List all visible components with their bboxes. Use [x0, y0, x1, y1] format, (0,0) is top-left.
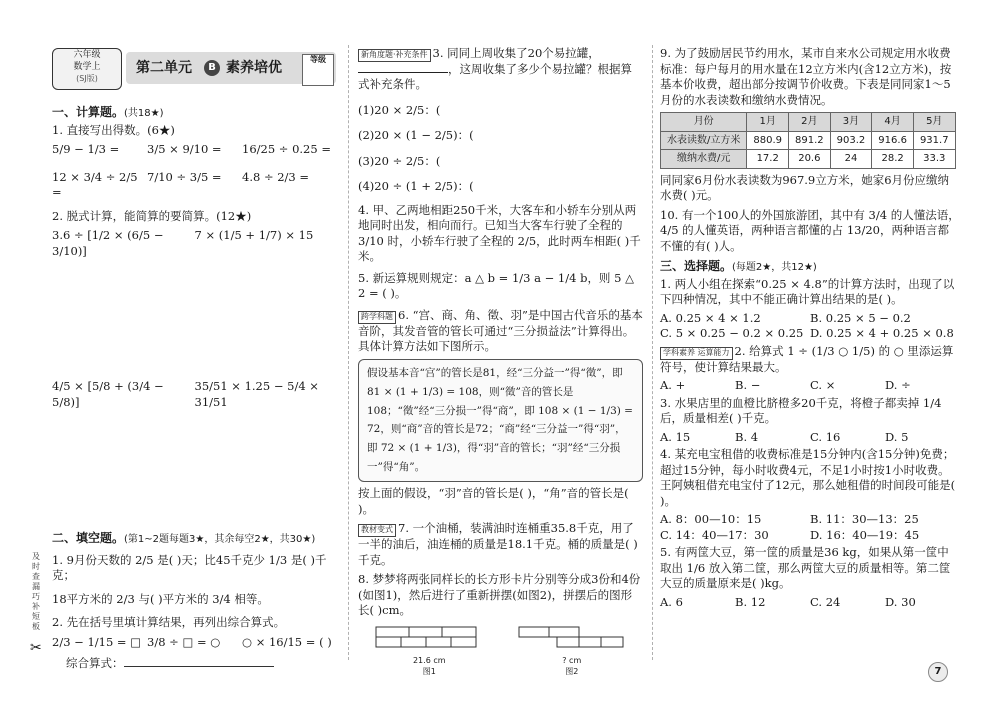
section-choice-note: (每题2★，共12★) — [732, 262, 817, 274]
figure-2-diagram — [517, 625, 627, 653]
q2-label: 2. 脱式计算，能简算的要简算。(12★) — [52, 208, 252, 223]
question-tag: 跨学科题 — [358, 311, 396, 324]
expr-row-2 — [52, 379, 337, 410]
calc-row-1 — [52, 142, 337, 158]
fill-q1-b: 18平方米的 2/3 与( )平方米的 3/4 相等。 — [52, 591, 269, 606]
expr-item: 4/5 × [5/8 + (3/4 − 5/8)] — [52, 379, 164, 409]
q1-label: 1. 直接写出得数。(6★) — [52, 122, 175, 137]
fill-q8-text: 8. 梦梦将两张同样长的长方形卡片分别等分成3份和4份(如图1)，然后进行了重新拼摆(如图2)，拼摆后的图形长( )cm。 — [358, 572, 641, 618]
column-middle — [358, 40, 643, 678]
table-header: 5月 — [913, 113, 955, 132]
expr-item: 7 × (1/5 + 1/7) × 15 — [194, 228, 314, 243]
option[interactable]: D. 5 — [885, 429, 909, 444]
table-cell: 880.9 — [747, 131, 789, 150]
fill-q6-text: 6. “宫、商、角、徵、羽”是中国古代音乐的基本音阶，其发音管的管长可通过“三分损益法”计算得出。具体计算方法如下图所示。 — [358, 307, 643, 354]
option[interactable]: C. 14：40—17：30 — [660, 527, 769, 542]
figure-2-length: ? cm — [562, 656, 582, 666]
choice-q1-text: 1. 两人小组在探索“0.25 × 4.8”的计算方法时，出现了以下四种情况，其中不能正确计算出结果的是( )。 — [660, 276, 955, 307]
section-fill-title: 二、填空题。 — [52, 531, 125, 546]
question-tag: 教材变式 — [358, 524, 396, 537]
fill-q3-item: (2)20 × (1 − 2/5)：( — [358, 128, 474, 143]
method-box: 假设基本音“宫”的管长是81，经“三分益一”得“徵”，即 81 × (1 + 1/3) = 108，则“徵”音的管长是108；“徵”经“三分损一”得“商”，即 108 × (1 − 1/3) = 72，则“商”音的管长是72；“商”经“三分益一”得“羽”，即 72 × (1 + 1/3)，得“羽”音的管长；“羽”经“三分损一”得“角”。 — [358, 359, 643, 482]
option[interactable]: D. ÷ — [885, 378, 911, 393]
fill-q9-text: 9. 为了鼓励居民节约用水，某市自来水公司规定用水收费标准：每户每月的用水量在12立方米内(含12立方米)，按基本价收费，超出部分按调节价收费。下表是同同家1～5月份的水表读数和缴纳水费情况。 — [660, 46, 952, 107]
section-calc-note: (共18★) — [124, 108, 164, 119]
option[interactable]: B. 0.25 × 5 − 0.2 — [810, 310, 911, 325]
table-cell: 33.3 — [913, 150, 955, 169]
column-left — [52, 40, 337, 675]
choice-q3-text: 3. 水果店里的血橙比脐橙多20千克，将橙子都卖掉 1/4 后，质量相差( )千克。 — [660, 395, 942, 426]
chain-item: ○ × 16/15 = ( ) — [242, 634, 332, 649]
fill-q3-text: 3. 同同上周收集了20个易拉罐， — [432, 46, 600, 60]
option[interactable]: D. 0.25 × 4 + 0.25 × 0.8 — [810, 326, 954, 341]
expr-row-1 — [52, 228, 337, 259]
section-fill-heading — [52, 530, 337, 547]
option[interactable]: B. 4 — [735, 429, 759, 444]
question-tag: 学科素养 运算能力 — [660, 347, 733, 360]
figure-2 — [517, 625, 627, 678]
figure-1 — [374, 625, 484, 678]
option[interactable]: C. 24 — [810, 594, 841, 609]
table-header: 2月 — [789, 113, 831, 132]
option[interactable]: D. 16：40—19：45 — [810, 527, 920, 542]
calc-item: 12 × 3/4 ÷ 2/5 = — [52, 169, 138, 200]
section-choice-title: 三、选择题。 — [660, 259, 733, 274]
table-cell: 931.7 — [913, 131, 955, 150]
option[interactable]: B. − — [735, 378, 761, 393]
option[interactable]: A. 0.25 × 4 × 1.2 — [660, 310, 761, 325]
choice-q5-text: 5. 有两筐大豆，第一筐的质量是36 kg，如果从第一筐中取出 1/6 放入第二筐，那么两筐大豆的质量相等。第二筐大豆的质量原来是( )kg。 — [660, 545, 951, 591]
grade-box-label: 等级 — [310, 55, 326, 64]
choice-q2-text: 2. 给算式 1 ÷ (1/3 ○ 1/5) 的 ○ 里添运算符号，使计算结果最大。 — [660, 343, 954, 374]
figure-1-caption: 图1 — [422, 667, 436, 677]
edition-text: (SJ版) — [76, 74, 98, 83]
section-calc-heading — [52, 104, 337, 121]
section-fill-note: (第1~2题每题3★，其余每空2★，共30★) — [124, 534, 316, 546]
option[interactable]: A. 8：00—10：15 — [660, 512, 762, 527]
page-number: 7 — [928, 662, 948, 682]
subject-text: 数学 — [73, 62, 92, 72]
fill-q3-text2: ，这周收集了多少个易拉罐？根据算式补充条件。 — [358, 61, 632, 92]
combo-answer-line[interactable] — [124, 666, 274, 667]
fill-q6-after: 按上面的假设，“羽”音的管长是( )，“角”音的管长是( )。 — [358, 486, 629, 516]
table-row — [661, 150, 956, 169]
table-cell: 水表读数/立方米 — [661, 131, 747, 150]
calc-item: 5/9 − 1/3 = — [52, 142, 120, 157]
calc-row-2 — [52, 170, 337, 201]
volume-badge: 上 — [91, 62, 101, 72]
figure-1-diagram — [374, 625, 484, 653]
choice-q3-options — [660, 430, 960, 446]
fill-q4-text: 4. 甲、乙两地相距250千米，大客车和小轿车分别从两地同时出发，相向而行。已知当大客车行驶了全程的 3/10 时，小轿车行驶了全程的 2/5，此时两车相距( )千米。 — [358, 202, 641, 264]
calc-item: 4.8 ÷ 2/3 = — [242, 169, 310, 184]
table-header: 1月 — [747, 113, 789, 132]
section-choice-heading — [660, 258, 960, 275]
chain-item: 2/3 − 1/15 = □ — [52, 634, 142, 649]
card-figures — [358, 625, 643, 678]
calc-item: 3/5 × 9/10 = — [147, 142, 222, 157]
expr-item: 35/51 × 1.25 − 5/4 × 31/51 — [194, 379, 319, 409]
table-header: 月份 — [661, 113, 747, 132]
table-cell: 903.2 — [830, 131, 872, 150]
grade-box — [302, 54, 334, 86]
table-cell: 缴纳水费/元 — [661, 150, 747, 169]
table-header: 4月 — [872, 113, 914, 132]
calc-item: 16/25 ÷ 0.25 = — [242, 142, 331, 157]
combo-label: 综合算式： — [66, 656, 124, 671]
column-divider — [348, 45, 349, 660]
fill-q5-text: 5. 新运算规则规定：a △ b = 1/3 a − 1/4 b，则 5 △ 2 = ( )。 — [358, 270, 634, 301]
grade-badge — [52, 48, 122, 90]
table-cell: 891.2 — [789, 131, 831, 150]
option[interactable]: B. 11：30—13：25 — [810, 512, 919, 527]
chain-item: 3/8 ÷ □ = ○ — [147, 634, 221, 649]
fill-q3-blank[interactable] — [358, 72, 448, 73]
choice-q5-options — [660, 595, 960, 611]
unit-header — [52, 48, 337, 100]
section-letter-badge: B — [204, 60, 220, 76]
option[interactable]: C. 16 — [810, 429, 841, 444]
table-header: 3月 — [830, 113, 872, 132]
question-tag: 新角度题·补充条件 — [358, 49, 431, 62]
fill-q2-label: 2. 先在括号里填计算结果，再列出综合算式。 — [52, 615, 286, 630]
option[interactable]: C. 5 × 0.25 − 0.2 × 0.25 — [660, 326, 804, 341]
option[interactable]: A. 6 — [660, 594, 683, 609]
fill-q3-item: (1)20 × 2/5：( — [358, 102, 441, 117]
table-row — [661, 131, 956, 150]
scissors-icon: ✂ — [30, 640, 42, 656]
option[interactable]: B. 12 — [735, 594, 766, 609]
column-right — [660, 40, 960, 612]
table-cell: 916.6 — [872, 131, 914, 150]
table-cell: 24 — [830, 150, 872, 169]
unit-title-bar — [126, 52, 336, 84]
table-cell: 17.2 — [747, 150, 789, 169]
choice-q1-options — [660, 311, 960, 342]
fill-q9-after: 同同家6月份水表读数为967.9立方米，她家6月份应缴纳水费( )元。 — [660, 172, 950, 203]
fill-q1-a: 1. 9月份天数的 2/5 是( )天；比45千克少 1/3 是( )千克； — [52, 552, 327, 583]
grade-text: 六年级 — [73, 50, 101, 60]
water-table — [660, 112, 956, 169]
fill-q3-item: (4)20 ÷ (1 + 2/5)：( — [358, 179, 474, 194]
choice-q2-options — [660, 378, 960, 394]
combo-line — [52, 656, 337, 672]
section-calc-title: 一、计算题。 — [52, 105, 125, 119]
option[interactable]: D. 30 — [885, 594, 916, 609]
table-cell: 20.6 — [789, 150, 831, 169]
column-divider — [652, 45, 653, 660]
calc-item: 7/10 ÷ 3/5 = — [147, 169, 222, 184]
choice-q4-text: 4. 某充电宝租借的收费标准是15分钟内(含15分钟)免费；超过15分钟，每小时收费4元，不足1小时按1小时收费。王阿姨租借充电宝付了12元，那么她租借的时间段可能是( )。 — [660, 447, 956, 508]
chain-row — [52, 635, 337, 651]
table-cell: 28.2 — [872, 150, 914, 169]
figure-2-caption: 图2 — [565, 667, 579, 677]
unit-title: 第二单元 — [136, 59, 192, 76]
expr-item: 3.6 ÷ [1/2 × (6/5 − 3/10)] — [52, 228, 164, 258]
option[interactable]: C. × — [810, 378, 836, 393]
choice-q4-options — [660, 512, 960, 543]
fill-q7-text: 7. 一个油桶，装满油时连桶重35.8千克，用了一半的油后，油连桶的质量是18.1千克。桶的质量是( )千克。 — [358, 521, 638, 567]
side-slogan: 及时查漏 巧补短板 — [32, 552, 40, 631]
option[interactable]: A. 15 — [660, 429, 691, 444]
figure-1-length: 21.6 cm — [412, 656, 446, 666]
fill-q10-text: 10. 有一个100人的外国旅游团，其中有 3/4 的人懂法语，4/5 的人懂英语，两种语言都懂的占 13/20，两种语言都不懂的有( )人。 — [660, 207, 960, 253]
fill-q3-item: (3)20 ÷ 2/5：( — [358, 153, 441, 168]
option[interactable]: A. + — [660, 378, 686, 393]
section-title: 素养培优 — [226, 59, 282, 76]
